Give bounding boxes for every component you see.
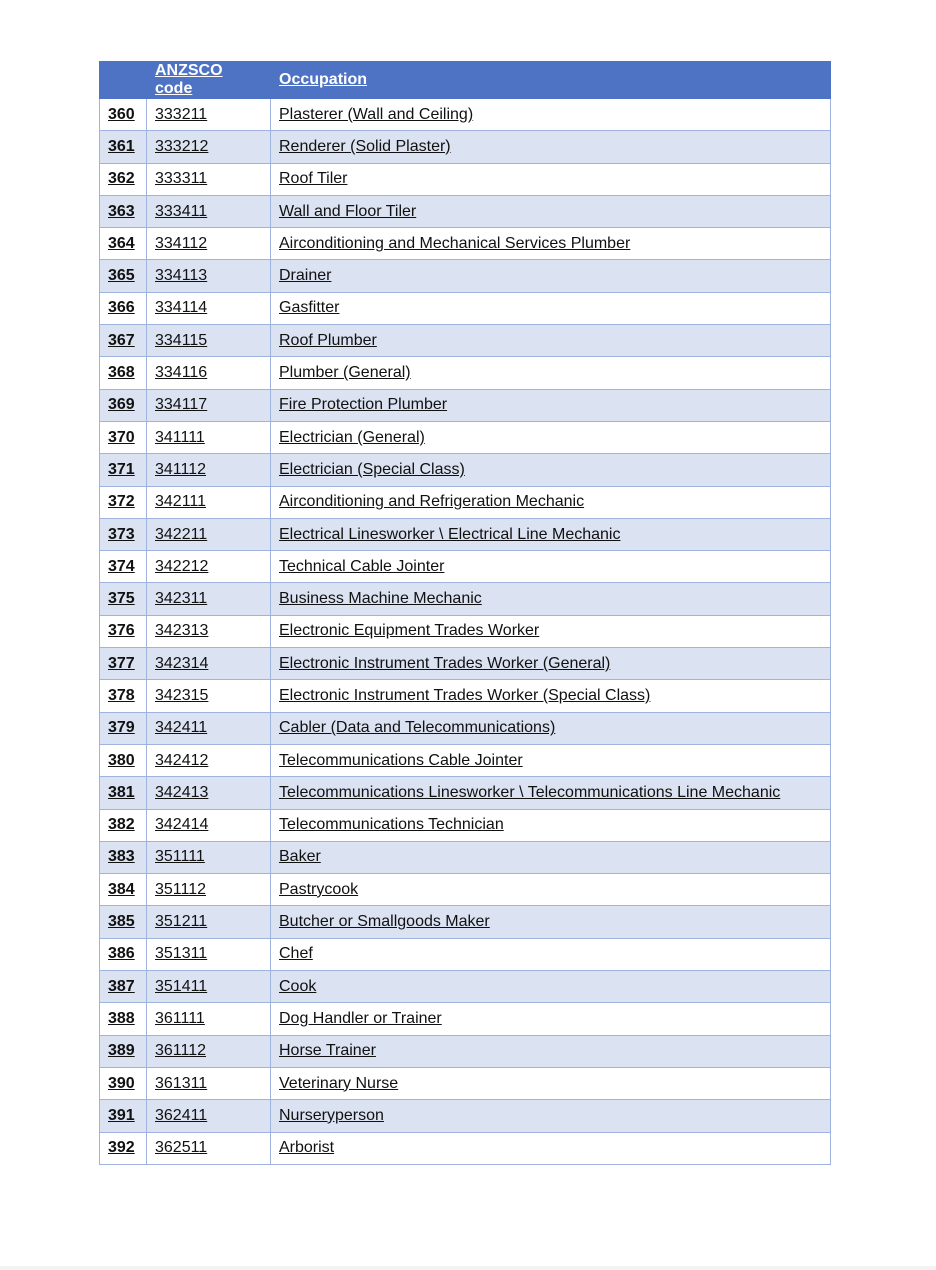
occupation-link[interactable]: Electronic Equipment Trades Worker xyxy=(271,615,831,647)
row-number-link[interactable]: 386 xyxy=(100,938,147,970)
anzsco-code-link[interactable]: 362411 xyxy=(147,1100,271,1132)
row-number-link[interactable]: 362 xyxy=(100,163,147,195)
table-row xyxy=(100,648,831,680)
row-number-link[interactable]: 387 xyxy=(100,971,147,1003)
header-occupation: Occupation xyxy=(271,62,831,99)
row-number-link[interactable]: 368 xyxy=(100,357,147,389)
occupation-link[interactable]: Wall and Floor Tiler xyxy=(271,195,831,227)
table-row xyxy=(100,680,831,712)
anzsco-code-link[interactable]: 333411 xyxy=(147,195,271,227)
occupation-link[interactable]: Fire Protection Plumber xyxy=(271,389,831,421)
occupation-link[interactable]: Cook xyxy=(271,971,831,1003)
anzsco-code-link[interactable]: 334115 xyxy=(147,325,271,357)
row-number-link[interactable]: 364 xyxy=(100,228,147,260)
table-row xyxy=(100,1035,831,1067)
anzsco-code-link[interactable]: 342314 xyxy=(147,648,271,680)
table-row xyxy=(100,292,831,324)
anzsco-code-link[interactable]: 342211 xyxy=(147,518,271,550)
anzsco-code-link[interactable]: 334112 xyxy=(147,228,271,260)
table-row xyxy=(100,1003,831,1035)
table-row xyxy=(100,938,831,970)
anzsco-code-link[interactable]: 334117 xyxy=(147,389,271,421)
row-number-link[interactable]: 389 xyxy=(100,1035,147,1067)
row-number-link[interactable]: 373 xyxy=(100,518,147,550)
row-number-link[interactable]: 391 xyxy=(100,1100,147,1132)
occupation-link[interactable]: Butcher or Smallgoods Maker xyxy=(271,906,831,938)
row-number-link[interactable]: 385 xyxy=(100,906,147,938)
occupation-table xyxy=(99,61,831,1165)
row-number-link[interactable]: 377 xyxy=(100,648,147,680)
page-bottom-edge xyxy=(0,1266,936,1270)
occupation-link[interactable]: Business Machine Mechanic xyxy=(271,583,831,615)
header-anzsco-code: ANZSCO code xyxy=(147,62,271,99)
anzsco-code-link[interactable]: 342413 xyxy=(147,777,271,809)
occupation-link[interactable]: Horse Trainer xyxy=(271,1035,831,1067)
row-number-link[interactable]: 365 xyxy=(100,260,147,292)
occupation-link[interactable]: Arborist xyxy=(271,1132,831,1164)
occupation-link[interactable]: Plasterer (Wall and Ceiling) xyxy=(271,99,831,131)
anzsco-code-link[interactable]: 342313 xyxy=(147,615,271,647)
occupation-link[interactable]: Chef xyxy=(271,938,831,970)
anzsco-code-link[interactable]: 333212 xyxy=(147,131,271,163)
anzsco-code-link[interactable]: 361311 xyxy=(147,1067,271,1099)
table-row xyxy=(100,777,831,809)
anzsco-code-link[interactable]: 342212 xyxy=(147,551,271,583)
row-number-link[interactable]: 363 xyxy=(100,195,147,227)
row-number-link[interactable]: 360 xyxy=(100,99,147,131)
occupation-link[interactable]: Telecommunications Linesworker \ Telecommunications Line Mechanic xyxy=(271,777,831,809)
anzsco-code-link[interactable]: 342412 xyxy=(147,744,271,776)
row-number-link[interactable]: 372 xyxy=(100,486,147,518)
row-number-link[interactable]: 366 xyxy=(100,292,147,324)
table-row xyxy=(100,744,831,776)
header-number xyxy=(100,62,147,99)
table-row xyxy=(100,906,831,938)
occupation-link[interactable]: Roof Plumber xyxy=(271,325,831,357)
table-row xyxy=(100,841,831,873)
anzsco-code-link[interactable]: 334116 xyxy=(147,357,271,389)
anzsco-code-link[interactable]: 351111 xyxy=(147,841,271,873)
table-row xyxy=(100,421,831,453)
anzsco-code-link[interactable]: 333311 xyxy=(147,163,271,195)
occupation-link[interactable]: Drainer xyxy=(271,260,831,292)
table-row xyxy=(100,583,831,615)
row-number-link[interactable]: 380 xyxy=(100,744,147,776)
occupation-link[interactable]: Electronic Instrument Trades Worker (General) xyxy=(271,648,831,680)
table-row xyxy=(100,874,831,906)
occupation-link[interactable]: Cabler (Data and Telecommunications) xyxy=(271,712,831,744)
table-row xyxy=(100,551,831,583)
anzsco-code-link[interactable]: 351311 xyxy=(147,938,271,970)
occupation-link[interactable]: Baker xyxy=(271,841,831,873)
row-number-link[interactable]: 369 xyxy=(100,389,147,421)
occupation-link[interactable]: Veterinary Nurse xyxy=(271,1067,831,1099)
table-row xyxy=(100,389,831,421)
header-row xyxy=(100,62,831,99)
anzsco-code-link[interactable]: 341112 xyxy=(147,454,271,486)
occupation-link[interactable]: Dog Handler or Trainer xyxy=(271,1003,831,1035)
row-number-link[interactable]: 379 xyxy=(100,712,147,744)
occupation-link[interactable]: Electrical Linesworker \ Electrical Line Mechanic xyxy=(271,518,831,550)
anzsco-code-link[interactable]: 351112 xyxy=(147,874,271,906)
row-number-link[interactable]: 370 xyxy=(100,421,147,453)
occupation-link[interactable]: Telecommunications Technician xyxy=(271,809,831,841)
table-row xyxy=(100,615,831,647)
occupation-link[interactable]: Pastrycook xyxy=(271,874,831,906)
table-row xyxy=(100,99,831,131)
table-row xyxy=(100,486,831,518)
table-header xyxy=(100,62,831,99)
anzsco-code-link[interactable]: 342111 xyxy=(147,486,271,518)
occupation-link[interactable]: Renderer (Solid Plaster) xyxy=(271,131,831,163)
anzsco-code-link[interactable]: 342311 xyxy=(147,583,271,615)
table-row xyxy=(100,712,831,744)
anzsco-code-link[interactable]: 362511 xyxy=(147,1132,271,1164)
occupation-link[interactable]: Airconditioning and Refrigeration Mechanic xyxy=(271,486,831,518)
anzsco-code-link[interactable]: 361112 xyxy=(147,1035,271,1067)
occupation-link[interactable]: Gasfitter xyxy=(271,292,831,324)
row-number-link[interactable]: 390 xyxy=(100,1067,147,1099)
anzsco-code-link[interactable]: 334114 xyxy=(147,292,271,324)
anzsco-code-link[interactable]: 361111 xyxy=(147,1003,271,1035)
anzsco-code-link[interactable]: 334113 xyxy=(147,260,271,292)
anzsco-code-link[interactable]: 333211 xyxy=(147,99,271,131)
table-row xyxy=(100,260,831,292)
occupation-link[interactable]: Roof Tiler xyxy=(271,163,831,195)
row-number-link[interactable]: 371 xyxy=(100,454,147,486)
occupation-link[interactable]: Electronic Instrument Trades Worker (Special Class) xyxy=(271,680,831,712)
row-number-link[interactable]: 378 xyxy=(100,680,147,712)
table-row xyxy=(100,518,831,550)
occupation-link[interactable]: Telecommunications Cable Jointer xyxy=(271,744,831,776)
occupation-link[interactable]: Airconditioning and Mechanical Services Plumber xyxy=(271,228,831,260)
table-row xyxy=(100,809,831,841)
table-row xyxy=(100,1132,831,1164)
occupation-link[interactable]: Plumber (General) xyxy=(271,357,831,389)
occupation-link[interactable]: Technical Cable Jointer xyxy=(271,551,831,583)
row-number-link[interactable]: 383 xyxy=(100,841,147,873)
table-body xyxy=(100,99,831,1165)
row-number-link[interactable]: 375 xyxy=(100,583,147,615)
row-number-link[interactable]: 384 xyxy=(100,874,147,906)
table-row xyxy=(100,1100,831,1132)
row-number-link[interactable]: 361 xyxy=(100,131,147,163)
occupation-link[interactable]: Electrician (General) xyxy=(271,421,831,453)
table-row xyxy=(100,454,831,486)
row-number-link[interactable]: 374 xyxy=(100,551,147,583)
occupation-link[interactable]: Electrician (Special Class) xyxy=(271,454,831,486)
table-row xyxy=(100,163,831,195)
table-row xyxy=(100,357,831,389)
occupation-link[interactable]: Nurseryperson xyxy=(271,1100,831,1132)
anzsco-code-link[interactable]: 342315 xyxy=(147,680,271,712)
table-row xyxy=(100,228,831,260)
table-row xyxy=(100,325,831,357)
row-number-link[interactable]: 392 xyxy=(100,1132,147,1164)
table-row xyxy=(100,1067,831,1099)
row-number-link[interactable]: 376 xyxy=(100,615,147,647)
table-row xyxy=(100,195,831,227)
row-number-link[interactable]: 367 xyxy=(100,325,147,357)
table-row xyxy=(100,971,831,1003)
anzsco-code-link[interactable]: 342414 xyxy=(147,809,271,841)
row-number-link[interactable]: 382 xyxy=(100,809,147,841)
anzsco-code-link[interactable]: 342411 xyxy=(147,712,271,744)
anzsco-code-link[interactable]: 351411 xyxy=(147,971,271,1003)
anzsco-code-link[interactable]: 341111 xyxy=(147,421,271,453)
row-number-link[interactable]: 381 xyxy=(100,777,147,809)
anzsco-code-link[interactable]: 351211 xyxy=(147,906,271,938)
row-number-link[interactable]: 388 xyxy=(100,1003,147,1035)
table-row xyxy=(100,131,831,163)
